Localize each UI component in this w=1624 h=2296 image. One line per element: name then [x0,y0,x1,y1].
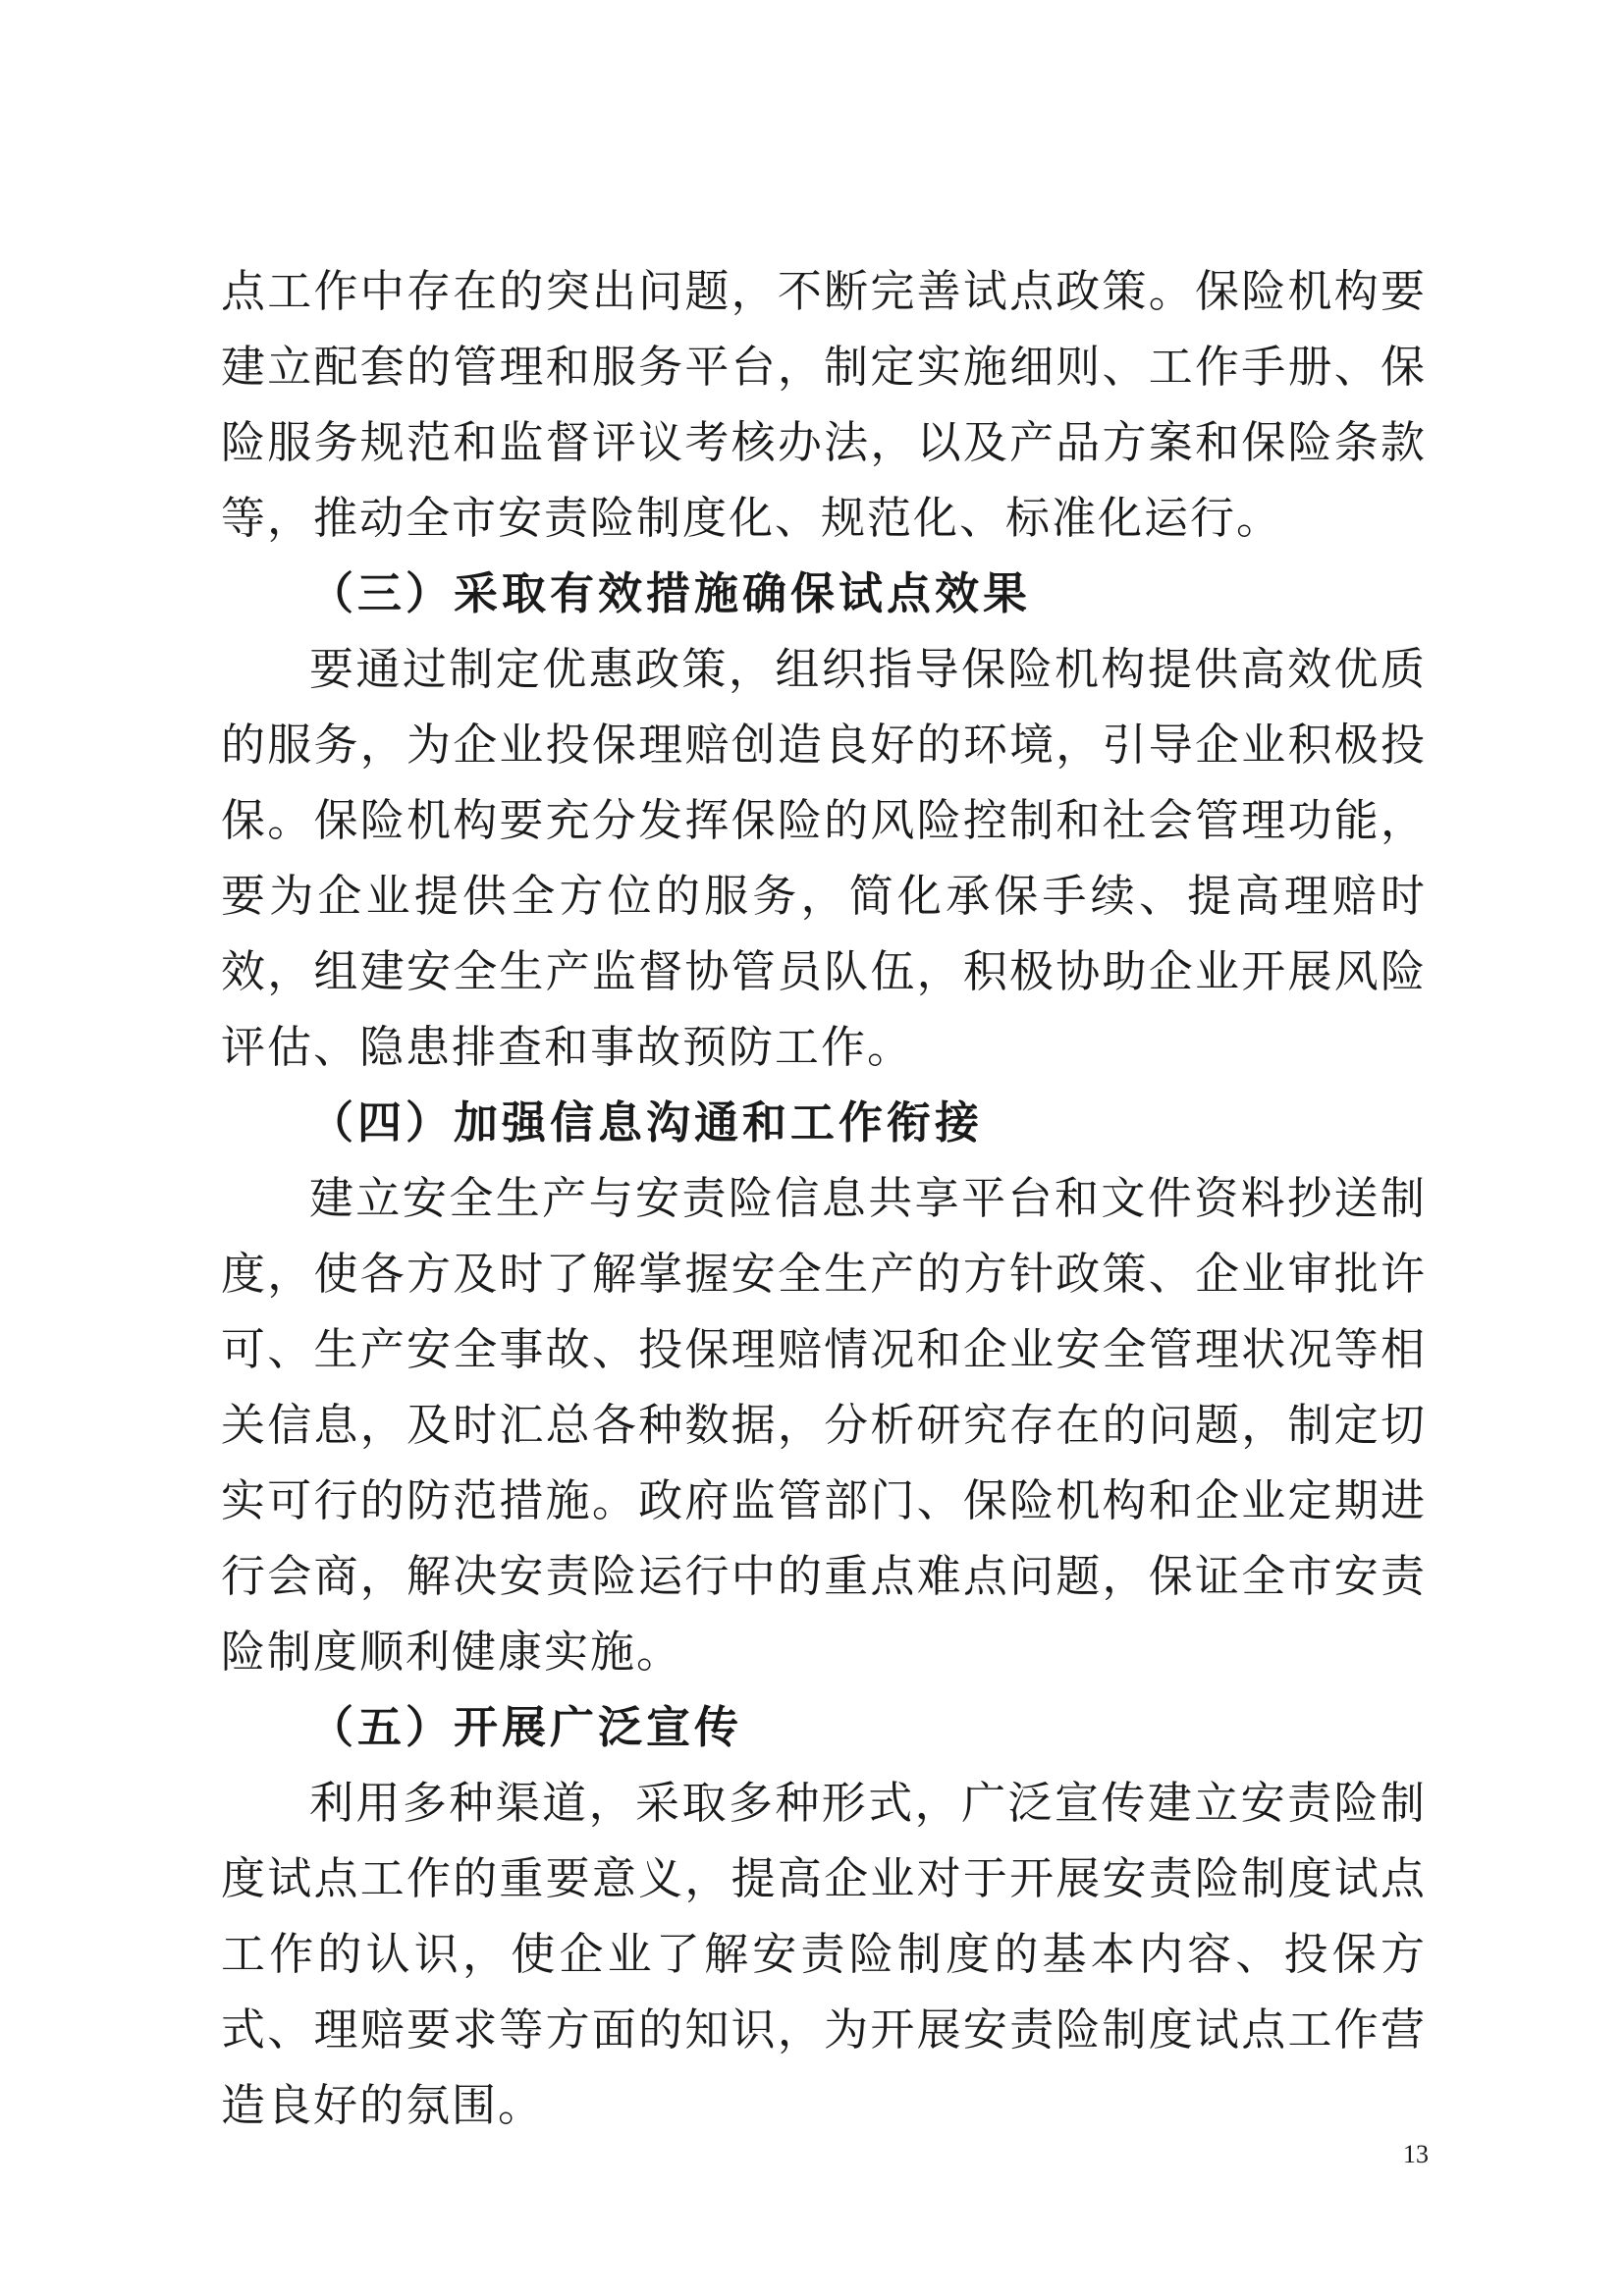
page-number: 13 [1403,2140,1429,2168]
paragraph-continued-pilot-policy: 点工作中存在的突出问题，不断完善试点政策。保险机构要建立配套的管理和服务平台，制定实施细则、工作手册、保险服务规范和监督评议考核办法，以及产品方案和保险条款等，推动全市安责险制度化、规范化、标准化运行。 [221,265,1427,544]
paragraph-information-sharing: 建立安全生产与安责险信息共享平台和文件资料抄送制度，使各方及时了解掌握安全生产的方针政策、企业审批许可、生产安全事故、投保理赔情况和企业安全管理状况等相关信息，及时汇总各种数据，分析研究存在的问题，制定切实可行的防范措施。政府监管部门、保险机构和企业定期进行会商，解决安责险运行中的重点难点问题，保证全市安责险制度顺利健康实施。 [221,1172,1427,1678]
section-heading-5: （五）开展广泛宣传 [309,1701,743,1753]
section-heading-4: （四）加强信息沟通和工作衔接 [309,1096,984,1148]
paragraph-measures: 要通过制定优惠政策，组织指导保险机构提供高效优质的服务，为企业投保理赔创造良好的环境，引导企业积极投保。保险机构要充分发挥保险的风险控制和社会管理功能，要为企业提供全方位的服务，简化承保手续、提高理赔时效，组建安全生产监督协管员队伍，积极协助企业开展风险评估、隐患排查和事故预防工作。 [221,643,1427,1073]
document-body [221,253,1427,2143]
paragraph-publicity: 利用多种渠道，采取多种形式，广泛宣传建立安责险制度试点工作的重要意义，提高企业对于开展安责险制度试点工作的认识，使企业了解安责险制度的基本内容、投保方式、理赔要求等方面的知识，为开展安责险制度试点工作营造良好的氛围。 [221,1777,1427,2131]
section-heading-3: （三）采取有效措施确保试点效果 [309,567,1032,619]
